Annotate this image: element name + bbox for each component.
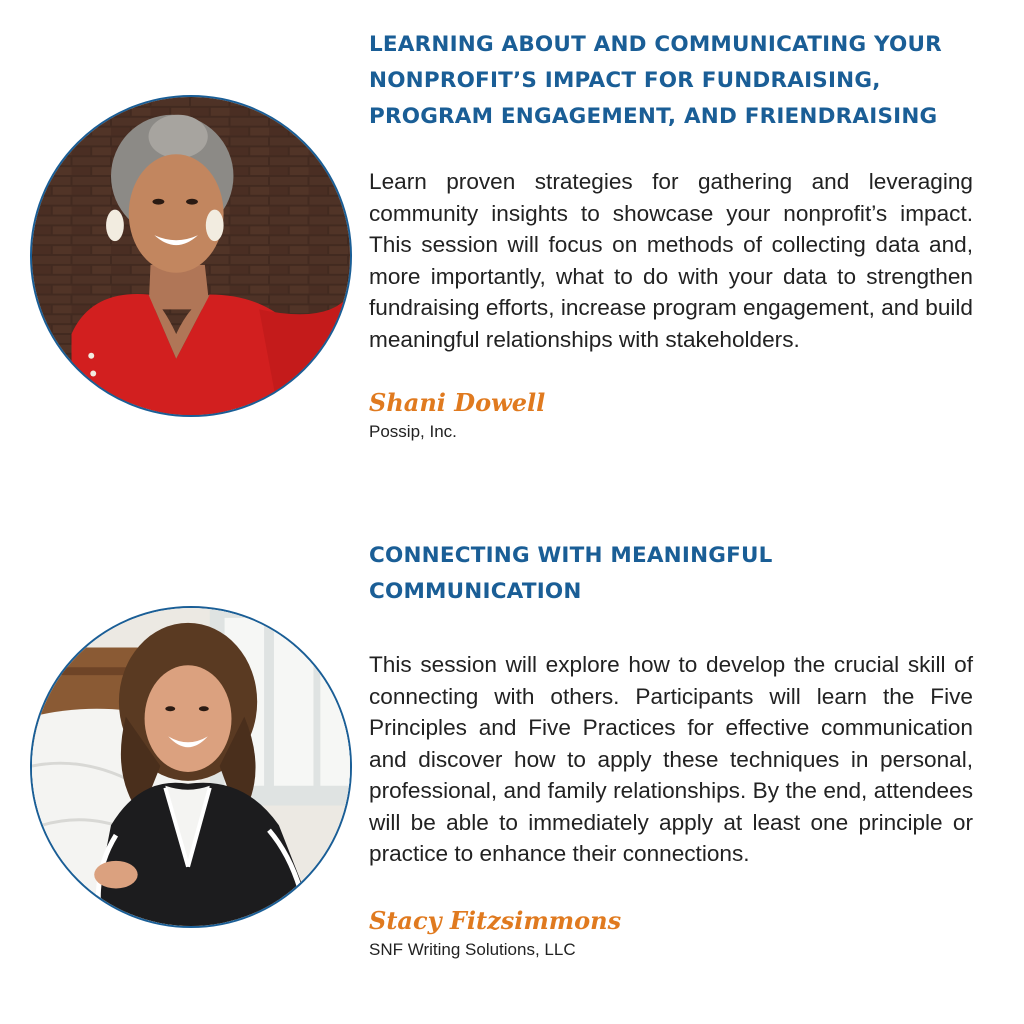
speaker-portrait-1 (32, 97, 350, 415)
speaker-organization: SNF Writing Solutions, LLC (369, 939, 576, 959)
session-1 (369, 27, 973, 443)
speaker-name: Stacy Fitzsimmons (369, 905, 622, 935)
speaker-photo-stacy-fitzsimmons (30, 606, 352, 928)
session-description: This session will explore how to develop the crucial skill of connecting with others. Participants will learn the Five Principles and Five Practices for effective communication and discover how to apply these techniques in personal, professional, and family relationships. By the end, attendees will be able to immediately apply at least one principle or practice to enhance their connections. (369, 652, 973, 866)
session-description: Learn proven strategies for gathering and leveraging community insights to showcase your nonprofit’s impact. This session will focus on methods of collecting data and, more importantly, what to do with your data to strengthen fundraising efforts, increase program engagement, and build meaningful relationships with stakeholders. (369, 169, 973, 352)
speaker-portrait-2 (32, 608, 350, 926)
speaker-name: Shani Dowell (369, 388, 546, 417)
speaker-photo-shani-dowell (30, 95, 352, 417)
session-2 (369, 538, 973, 961)
session-title: CONNECTING WITH MEANINGFUL COMMUNICATION (369, 543, 773, 604)
session-title: LEARNING ABOUT AND COMMUNICATING YOUR NONPROFIT’S IMPACT FOR FUNDRAISING, PROGRAM ENGAGEMENT, AND FRIENDRAISING (369, 32, 942, 129)
speaker-organization: Possip, Inc. (369, 422, 457, 441)
